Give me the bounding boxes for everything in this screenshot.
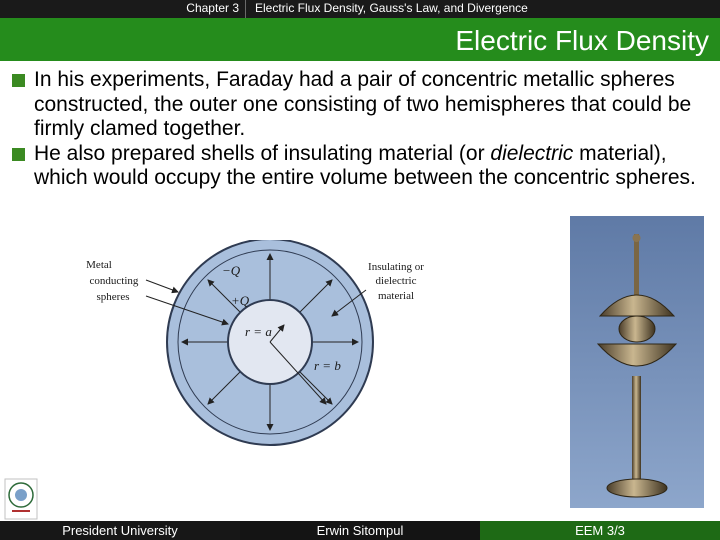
bullet-text: In his experiments, Faraday had a pair of concentric metallic spheres constructed, the outer one consisting of two hemispheres that could be firmly clamed together. xyxy=(34,68,692,140)
top-knob xyxy=(633,234,641,242)
top-rod xyxy=(634,234,639,304)
top-header-bar xyxy=(0,0,720,18)
footer-university: President University xyxy=(0,521,240,540)
metal-label-line3: spheres xyxy=(96,291,130,303)
metal-label-line1: Metal xyxy=(86,259,112,271)
slide-body xyxy=(12,68,702,191)
insulating-label-line1: Insulating or xyxy=(368,261,424,273)
footer-bar xyxy=(0,521,720,540)
university-logo xyxy=(4,478,38,520)
inner-sphere xyxy=(619,316,655,342)
bullet-item xyxy=(12,142,702,191)
bullet-text-start: He also prepared shells of insulating material (or xyxy=(34,141,491,165)
stand-post xyxy=(632,376,641,480)
metal-label-line2: conducting xyxy=(89,275,139,287)
outer-charge-label: −Q xyxy=(222,263,241,278)
metal-pointer-outer xyxy=(146,280,178,292)
bullet-square-icon xyxy=(12,148,25,161)
footer-author: Erwin Sitompul xyxy=(240,521,480,540)
insulating-label-line2: dielectric xyxy=(375,275,417,287)
radius-b-label: r = b xyxy=(314,358,341,373)
inner-charge-label: +Q xyxy=(231,293,250,308)
bullet-square-icon xyxy=(12,74,25,87)
slide-title: Electric Flux Density xyxy=(455,25,709,56)
radius-a-label: r = a xyxy=(245,324,272,339)
bullet-text-italic: dielectric xyxy=(490,141,574,165)
faraday-apparatus-photo xyxy=(570,216,704,508)
insulating-label-line3: material xyxy=(377,290,415,302)
chapter-label: Chapter 3 xyxy=(186,1,239,15)
stand-base xyxy=(607,479,667,497)
bullet-item xyxy=(12,68,702,142)
concentric-spheres-diagram xyxy=(82,240,442,525)
course-title: Electric Flux Density, Gauss's Law, and Divergence xyxy=(245,0,528,18)
footer-page-number: EEM 3/3 xyxy=(480,521,720,540)
bullet-text-end: material), which would occupy the entire volume between the concentric spheres. xyxy=(34,141,696,189)
